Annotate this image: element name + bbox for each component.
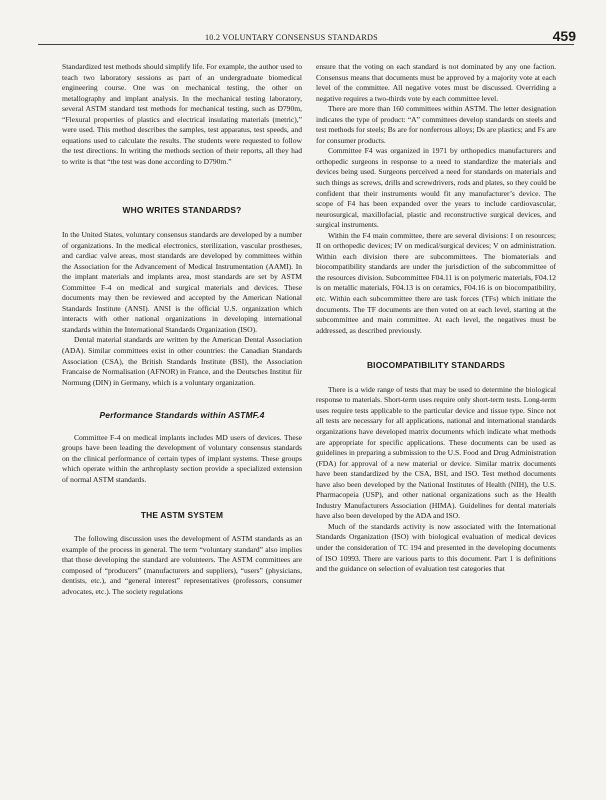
- biocompatibility-paragraph-2: Much of the standards activity is now associated with the International Standards Organization (ISO) with biological evaluation of medical devices under the consideration of TC 194 and presented in the developing documents of ISO 10993. There are various parts to this document. Part 1 is definitions and the guidance on selection of evaluation test categories that: [316, 521, 556, 574]
- divisions-paragraph: Within the F4 main committee, there are several divisions: I on resources; II on orthopedic devices; IV on medical/surgical devices; V on administration. Within each division there are subcommittees. The biomaterials and biocompatibility standards are under the jurisdiction of the subcommittee of the resources division. Subcommittee F04.11 is on polymeric materials, F04.12 is on metallic materials, F04.13 is on ceramics, F04.16 is on biocompatibility, etc. Within each subcommittee there are task forces (TFs) which initiate the documents. The TF documents are then voted on at each level, starting at the subcommittee and main committee. At each level, the negatives must be addressed, as described previously.: [316, 230, 556, 335]
- heading-who-writes-standards: WHO WRITES STANDARDS?: [122, 205, 242, 216]
- astm-paragraph: The following discussion uses the development of ASTM standards as an example of the process in general. The term “voluntary standard” also implies that those developing the standard are volunteers. The ASTM committees are composed of “producers” (manufacturers and suppliers), “users” (physicians, dentists, etc.), and “general interest” representatives (professors, consumer advocates, etc.). The society regulations: [62, 534, 302, 596]
- header-rule: [38, 44, 574, 45]
- heading-performance-standards: Performance Standards within ASTMF.4: [99, 410, 265, 421]
- performance-paragraph: Committee F-4 on medical implants includes MD users of devices. These groups have been leading the development of voluntary consensus standards on the clinical performance of certain types of implant systems. These groups which operate within the arthroplasty section provide a specialized extension of normal ASTM standards.: [62, 432, 302, 484]
- biocompatibility-paragraph-1: There is a wide range of tests that may be used to determine the biological response to materials. Short-term uses require only short-term tests. Long-term uses require tests applicable to the particular device and tissue type. Since not all tests are necessary for all applications, national and international standards organizations have developed matrix documents which indicate what methods are appropriate for specific applications. These documents can be used as guidelines in preparing a submission to the U.S. Food and Drug Administration (FDA) for approval of a new material or device. Similar matrix documents have been standardized by the CSA, BSI, and ISO. Test method documents have also been developed by the National Institutes of Health (NIH), the U.S. Pharmacopeia (USP), and other national organizations such as the Health Industry Manufacturers Association (HIMA). Guidelines for dental materials have also been developed by the ADA and ISO.: [316, 384, 556, 521]
- committees-paragraph: There are more than 160 committees within ASTM. The letter designation indicates the type of product: “A” committees develop standards on steels and test methods for steels; Bs are for nonferrous alloys; Ds are plastics; and Fs are for consumer products.: [316, 104, 556, 145]
- intro-paragraph: Standardized test methods should simplify life. For example, the author used to teach two laboratory sessions as part of an undergraduate biomedical engineering course. One was on mechanical testing, the other on metallography and implant analysis. In the mechanical testing laboratory, several ASTM standard test methods for mechanical testing, such as D790m, “Flexural properties of plastics and electrical insulating materials (metric),” were used. This method describes the samples, test apparatus, test speeds, and equations used to calculate the results. The students were requested to follow the test directions. In writing the methods section of their reports, all they had to write is that “the test was done according to D790m.”: [62, 62, 302, 166]
- heading-astm-system: THE ASTM SYSTEM: [140, 509, 224, 520]
- f4-paragraph: Committee F4 was organized in 1971 by orthopedics manufacturers and orthopedic surgeons in response to a need to standardize the materials and devices being used. Surgeons perceived a need for standards on materials and such things as screws, drills and screwdrivers, rods and plates, so they could be confident that their instruments would fit any manufacturer’s device. The scope of F4 has been expanded over the years to include cardiovascular, neurosurgical, maxillofacial, plastic and reconstructive surgical devices, and surgical instruments.: [316, 146, 556, 230]
- left-column: [62, 62, 302, 597]
- right-column: [316, 62, 556, 575]
- continued-paragraph: ensure that the voting on each standard is not dominated by any one faction. Consensus means that documents must be approved by a majority vote at each level of the committee. All negative votes must be discussed. Overriding a negative requires a two-thirds vote by each committee level.: [316, 62, 556, 103]
- page-number: 459: [552, 28, 576, 44]
- who-paragraph-1: In the United States, voluntary consensus standards are developed by a number of organizations. In the medical electronics, sterilization, vascular prostheses, and cardiac valve areas, most standards are developed by committees within the Association for the Advancement of Medical Instrumentation (AAMI). In the implant materials and implants area, most standards are set by ASTM Committee F-4 on medical and surgical materials and devices. These documents may then be reviewed and accepted by the American National Standards Institute (ANSI). ANSI is the official U.S. organization which interacts with other national organizations in developing international standards within the International Standards Organization (ISO).: [62, 230, 302, 334]
- who-paragraph-2: Dental material standards are written by the American Dental Association (ADA). Similar committees exist in other countries: the Canadian Standards Association (CSA), the British Standards Institute (BSI), the Association Francaise de Normalisation (AFNOR) in France, and the Deutsches Institut für Normung (DIN) in Germany, which is a voluntary organization.: [62, 335, 302, 387]
- heading-biocompatibility-standards: BIOCOMPATIBILITY STANDARDS: [366, 360, 506, 371]
- running-header: 10.2 VOLUNTARY CONSENSUS STANDARDS: [205, 33, 378, 42]
